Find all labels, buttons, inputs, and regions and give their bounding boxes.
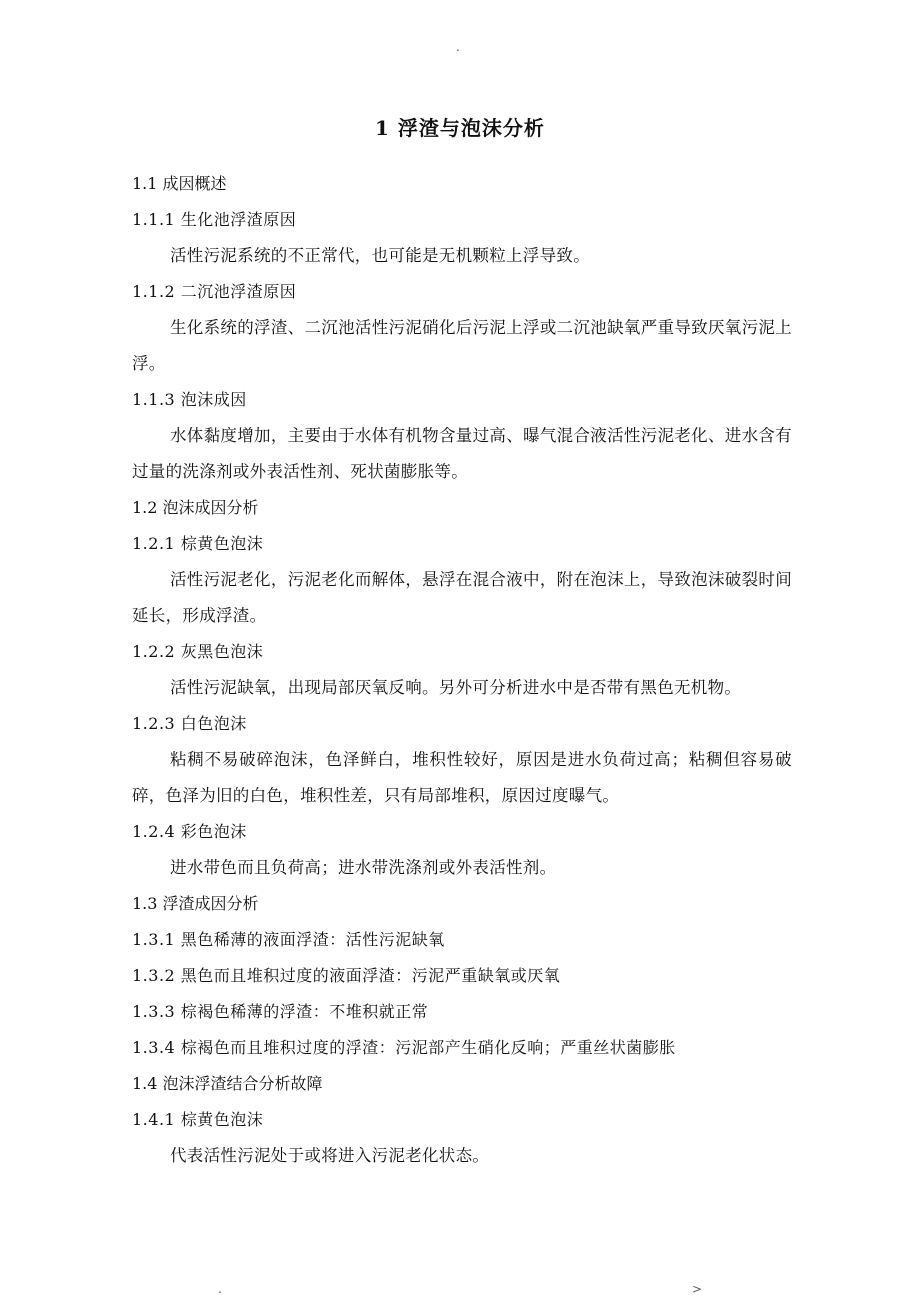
subsection-heading: 1.1.1 生化池浮渣原因 (132, 210, 297, 229)
subsection-heading: 1.2.2 灰黑色泡沫 (132, 642, 264, 661)
page-title: 1 浮渣与泡沫分析 (375, 116, 545, 140)
subsection-heading: 1.2.4 彩色泡沫 (132, 822, 247, 841)
subsection-heading: 1.2.1 棕黄色泡沫 (132, 534, 264, 553)
footer-left-mark: . (218, 1282, 222, 1296)
subsection-heading: 1.3.3 棕褐色稀薄的浮渣：不堆积就正常 (132, 1002, 429, 1021)
header-mark: . (456, 40, 460, 54)
paragraph: 进水带色而且负荷高；进水带洗涤剂或外表活性剂。 (170, 858, 557, 877)
paragraph: 水体黏度增加，主要由于水体有机物含量过高、曝气混合液活性污泥老化、进水含有过量的洗涤剂或外表活性剂、死状菌膨胀等。 (132, 426, 792, 481)
subsection-heading: 1.1.3 泡沫成因 (132, 390, 247, 409)
section-heading: 1.1 成因概述 (132, 174, 227, 193)
paragraph: 粘稠不易破碎泡沫，色泽鲜白，堆积性较好，原因是进水负荷过高；粘稠但容易破碎，色泽为旧的白色，堆积性差，只有局部堆积，原因过度曝气。 (132, 750, 792, 805)
section-heading: 1.3 浮渣成因分析 (132, 894, 259, 913)
subsection-heading: 1.4.1 棕黄色泡沫 (132, 1110, 264, 1129)
subsection-heading: 1.2.3 白色泡沫 (132, 714, 247, 733)
paragraph: 生化系统的浮渣、二沉池活性污泥硝化后污泥上浮或二沉池缺氧严重导致厌氧污泥上浮。 (132, 318, 792, 373)
subsection-heading: 1.3.2 黑色而且堆积过度的液面浮渣：污泥严重缺氧或厌氧 (132, 966, 561, 985)
subsection-heading: 1.3.1 黑色稀薄的液面浮渣：活性污泥缺氧 (132, 930, 445, 949)
subsection-heading: 1.3.4 棕褐色而且堆积过度的浮渣：污泥部产生硝化反响；严重丝状菌膨胀 (132, 1038, 676, 1057)
paragraph: 活性污泥老化，污泥老化而解体，悬浮在混合液中，附在泡沫上，导致泡沫破裂时间延长，形成浮渣。 (132, 570, 792, 625)
subsection-heading: 1.1.2 二沉池浮渣原因 (132, 282, 297, 301)
section-heading: 1.4 泡沫浮渣结合分析故障 (132, 1074, 323, 1093)
document-body (132, 166, 792, 1174)
section-heading: 1.2 泡沫成因分析 (132, 498, 259, 517)
paragraph: 活性污泥缺氧，出现局部厌氧反响。另外可分析进水中是否带有黑色无机物。 (170, 678, 742, 697)
footer-right-mark: > (692, 1282, 703, 1296)
paragraph: 活性污泥系统的不正常代，也可能是无机颗粒上浮导致。 (170, 246, 590, 265)
paragraph: 代表活性污泥处于或将进入污泥老化状态。 (170, 1146, 490, 1165)
